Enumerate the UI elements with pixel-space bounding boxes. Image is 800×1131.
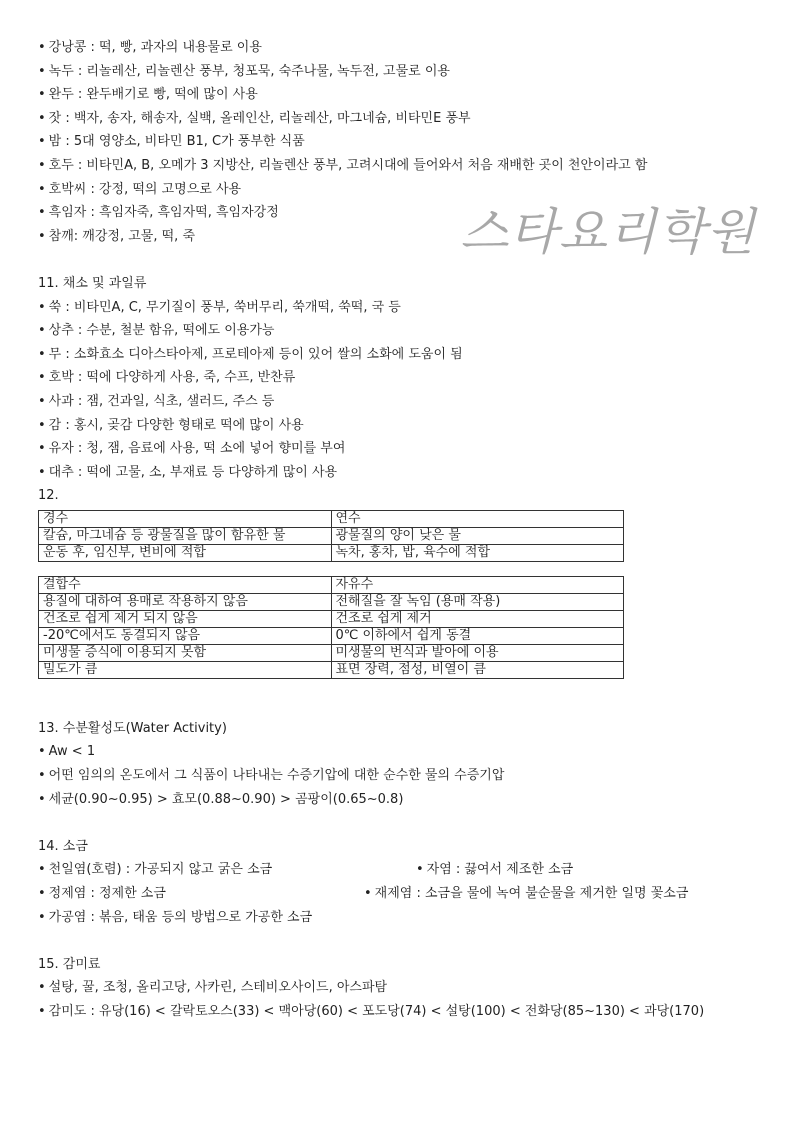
list-item: • 가공염 : 볶음, 태움 등의 방법으로 가공한 소금 (38, 909, 313, 925)
table-cell: 운동 후, 임신부, 변비에 적합 (39, 544, 332, 561)
table-cell: 밀도가 큼 (39, 661, 332, 678)
table-cell: 녹차, 홍차, 밥, 육수에 적합 (331, 544, 624, 561)
list-item: • 유자 : 청, 잼, 음료에 사용, 떡 소에 넣어 향미를 부여 (38, 441, 346, 457)
list-item: • 사과 : 잼, 건과일, 식초, 샐러드, 주스 등 (38, 393, 275, 409)
list-item: • Aw < 1 (38, 744, 96, 760)
section-heading: 15. 감미료 (38, 956, 101, 972)
section-heading: 13. 수분활성도(Water Activity) (38, 720, 227, 736)
list-item: • 밤 : 5대 영양소, 비타민 B1, C가 풍부한 식품 (38, 134, 305, 150)
list-item: • 완두 : 완두배기로 빵, 떡에 많이 사용 (38, 87, 258, 103)
list-item: • 천일염(호렴) : 가공되지 않고 굵은 소금 • 자염 : 끓여서 제조한 소금 (38, 858, 768, 882)
table-cell: 건조로 쉽게 제거 (331, 610, 624, 627)
table-cell: 표면 장력, 점성, 비열이 큼 (331, 661, 624, 678)
table-row (39, 627, 624, 644)
bound-free-water-table (38, 576, 624, 679)
table-row (39, 510, 624, 527)
table-cell: 광물질의 양이 낮은 물 (331, 527, 624, 544)
table-row (39, 593, 624, 610)
list-item: • 대추 : 떡에 고물, 소, 부재료 등 다양하게 많이 사용 (38, 464, 338, 480)
list-item: • 잣 : 백자, 송자, 해송자, 실백, 올레인산, 리놀레산, 마그네슘, 비타민E 풍부 (38, 110, 471, 126)
list-item: • 무 : 소화효소 디아스타아제, 프로테아제 등이 있어 쌀의 소화에 도움이 됨 (38, 346, 463, 362)
table-cell: 연수 (331, 510, 624, 527)
table-cell: 결합수 (39, 576, 332, 593)
list-item: • 정제염 : 정제한 소금 • 재제염 : 소금을 물에 녹여 불순물을 제거한 일명 꽃소금 (38, 882, 768, 906)
table-cell: 미생물 증식에 이용되지 못함 (39, 644, 332, 661)
list-item: • 감 : 홍시, 곶감 다양한 형태로 떡에 많이 사용 (38, 417, 304, 433)
table-cell: 전해질을 잘 녹임 (용매 작용) (331, 593, 624, 610)
list-item: • 어떤 임의의 온도에서 그 식품이 나타내는 수증기압에 대한 순수한 물의 수증기압 (38, 768, 505, 784)
table-row (39, 544, 624, 561)
list-item: • 재제염 : 소금을 물에 녹여 불순물을 제거한 일명 꽃소금 (364, 886, 689, 902)
table-cell: 미생물의 번식과 발아에 이용 (331, 644, 624, 661)
list-item: • 세균(0.90~0.95) > 효모(0.88~0.90) > 곰팡이(0.65~0.8) (38, 791, 404, 807)
list-item: • 상추 : 수분, 철분 함유, 떡에도 이용가능 (38, 323, 275, 339)
list-item: • 참깨: 깨강정, 고물, 떡, 죽 (38, 228, 196, 244)
section-heading: 14. 소금 (38, 838, 88, 854)
table-cell: -20℃에서도 동결되지 않음 (39, 627, 332, 644)
list-item: • 쑥 : 비타민A, C, 무기질이 풍부, 쑥버무리, 쑥개떡, 쑥떡, 국 등 (38, 299, 401, 315)
section-11-list (38, 296, 768, 485)
document-page (38, 36, 768, 1024)
list-item: • 설탕, 꿀, 조청, 올리고당, 사카린, 스테비오사이드, 아스파탐 (38, 980, 388, 996)
table-row (39, 576, 624, 593)
table-cell: 0℃ 이하에서 쉽게 동결 (331, 627, 624, 644)
table-cell: 경수 (39, 510, 332, 527)
list-item: • 녹두 : 리놀레산, 리놀렌산 풍부, 청포묵, 숙주나물, 녹두전, 고물로 이용 (38, 63, 450, 79)
section-heading: 11. 채소 및 과일류 (38, 275, 147, 291)
section-13-list (38, 740, 768, 811)
section-heading: 12. (38, 488, 59, 504)
table-cell: 건조로 쉽게 제거 되지 않음 (39, 610, 332, 627)
table-row (39, 610, 624, 627)
table-row (39, 644, 624, 661)
watermark: 스타요리학원 (460, 203, 756, 261)
top-list (38, 36, 768, 248)
list-item: • 강낭콩 : 떡, 빵, 과자의 내용물로 이용 (38, 40, 262, 55)
list-item: • 자염 : 끓여서 제조한 소금 (416, 862, 574, 878)
table-row (39, 527, 624, 544)
table-cell: 칼슘, 마그네슘 등 광물질을 많이 함유한 물 (39, 527, 332, 544)
table-cell: 용질에 대하여 용매로 작용하지 않음 (39, 593, 332, 610)
hard-soft-water-table (38, 510, 624, 562)
list-item: • 감미도 : 유당(16) < 갈락토오스(33) < 맥아당(60) < 포도당(74) < 설탕(100) < 전화당(85~130) < 과당(170) (38, 1004, 705, 1019)
list-item: • 호박씨 : 강정, 떡의 고명으로 사용 (38, 181, 242, 197)
list-item: • 호박 : 떡에 다양하게 사용, 죽, 수프, 반찬류 (38, 370, 296, 386)
list-item: • 호두 : 비타민A, B, 오메가 3 지방산, 리놀렌산 풍부, 고려시대에 들어와서 처음 재배한 곳이 천안이라고 함 (38, 157, 648, 173)
table-row (39, 661, 624, 678)
table-cell: 자유수 (331, 576, 624, 593)
list-item: • 흑임자 : 흑임자죽, 흑임자떡, 흑임자강정 (38, 205, 279, 221)
